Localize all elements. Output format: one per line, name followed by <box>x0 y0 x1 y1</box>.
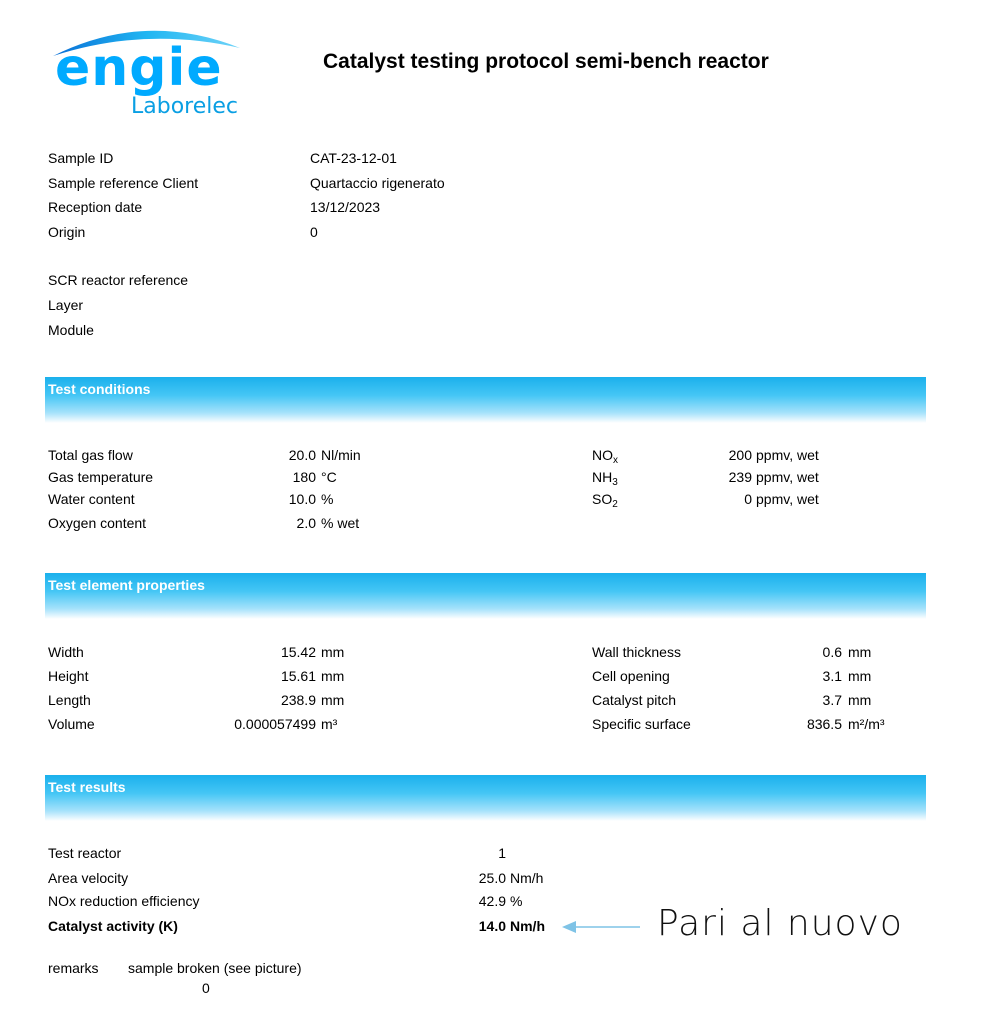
cell-opening-unit: mm <box>848 668 872 684</box>
oxygen-unit: % wet <box>321 515 360 531</box>
remarks-extra: 0 <box>202 980 210 996</box>
oxygen-value: 2.0 <box>296 515 316 531</box>
gas-temp-unit: °C <box>321 469 337 485</box>
gas-temp-label: Gas temperature <box>48 469 154 485</box>
sample-id-label: Sample ID <box>48 150 114 166</box>
gas-flow-unit: Nl/min <box>321 447 361 463</box>
nox-efficiency-value: 42.9 <box>478 893 506 909</box>
logo-wordmark: engie <box>55 38 223 98</box>
volume-value: 0.000057499 <box>234 716 316 732</box>
sample-id-value: CAT-23-12-01 <box>310 150 397 166</box>
volume-label: Volume <box>48 716 95 732</box>
wall-thickness-label: Wall thickness <box>592 644 681 660</box>
length-label: Length <box>48 692 91 708</box>
area-velocity-unit: Nm/h <box>510 870 544 886</box>
reception-date-label: Reception date <box>48 199 143 215</box>
nox-unit: ppmv, wet <box>756 447 819 463</box>
specific-surface-unit: m²/m³ <box>848 716 885 732</box>
nox-value: 200 <box>728 447 752 463</box>
page-title: Catalyst testing protocol semi-bench reactor <box>323 50 769 73</box>
area-velocity-value: 25.0 <box>478 870 506 886</box>
layer-label: Layer <box>48 297 84 313</box>
nox-label: $NO_x$ <box>592 447 618 466</box>
catalyst-activity-label: Catalyst activity (K) <box>48 918 178 934</box>
specific-surface-value: 836.5 <box>806 716 842 732</box>
test-reactor-value: 1 <box>498 845 506 861</box>
height-value: 15.61 <box>280 668 316 684</box>
width-value: 15.42 <box>280 644 316 660</box>
catalyst-pitch-label: Catalyst pitch <box>592 692 677 708</box>
origin-label: Origin <box>48 224 86 240</box>
nox-efficiency-label: NOx reduction efficiency <box>48 893 200 909</box>
wall-thickness-unit: mm <box>848 644 872 660</box>
width-label: Width <box>48 644 84 660</box>
origin-value: 0 <box>310 224 318 240</box>
gas-flow-value: 20.0 <box>288 447 316 463</box>
volume-unit: m³ <box>321 716 338 732</box>
oxygen-label: Oxygen content <box>48 515 147 531</box>
area-velocity-label: Area velocity <box>48 870 129 886</box>
nh3-label: $NH_3$ <box>592 469 618 488</box>
reception-date-value: 13/12/2023 <box>310 199 381 215</box>
catalyst-activity-value: 14.0 <box>478 918 506 934</box>
test-conditions-title: Test conditions <box>48 381 151 397</box>
nh3-unit: ppmv, wet <box>756 469 819 485</box>
so2-value: 0 <box>744 491 752 507</box>
scr-reactor-label: SCR reactor reference <box>48 272 189 288</box>
arrow-left-icon <box>560 918 642 936</box>
catalyst-pitch-value: 3.7 <box>822 692 842 708</box>
specific-surface-label: Specific surface <box>592 716 691 732</box>
gas-flow-label: Total gas flow <box>48 447 133 463</box>
catalyst-pitch-unit: mm <box>848 692 872 708</box>
test-results-title: Test results <box>48 779 126 795</box>
logo-subtitle: Laborelec <box>131 94 239 119</box>
test-element-header <box>45 573 926 619</box>
test-conditions-header <box>45 377 926 423</box>
catalyst-activity-unit: Nm/h <box>510 918 545 934</box>
width-unit: mm <box>321 644 345 660</box>
test-reactor-label: Test reactor <box>48 845 122 861</box>
water-label: Water content <box>48 491 135 507</box>
test-element-title: Test element properties <box>48 577 205 593</box>
sample-ref-label: Sample reference Client <box>48 175 199 191</box>
cell-opening-label: Cell opening <box>592 668 670 684</box>
length-unit: mm <box>321 692 345 708</box>
so2-label: $SO_2$ <box>592 491 618 510</box>
remarks-value: sample broken (see picture) <box>128 960 302 976</box>
test-results-header <box>45 775 926 821</box>
wall-thickness-value: 0.6 <box>822 644 842 660</box>
height-unit: mm <box>321 668 345 684</box>
module-label: Module <box>48 322 94 338</box>
sample-ref-value: Quartaccio rigenerato <box>310 175 445 191</box>
nox-efficiency-unit: % <box>510 893 523 909</box>
gas-temp-value: 180 <box>292 469 316 485</box>
height-label: Height <box>48 668 89 684</box>
water-unit: % <box>321 491 334 507</box>
water-value: 10.0 <box>288 491 316 507</box>
nh3-value: 239 <box>728 469 752 485</box>
cell-opening-value: 3.1 <box>822 668 842 684</box>
engie-laborelec-logo <box>45 18 265 123</box>
length-value: 238.9 <box>280 692 316 708</box>
remarks-label: remarks <box>48 960 99 976</box>
annotation-note: Pari al nuovo <box>657 903 903 944</box>
so2-unit: ppmv, wet <box>756 491 819 507</box>
